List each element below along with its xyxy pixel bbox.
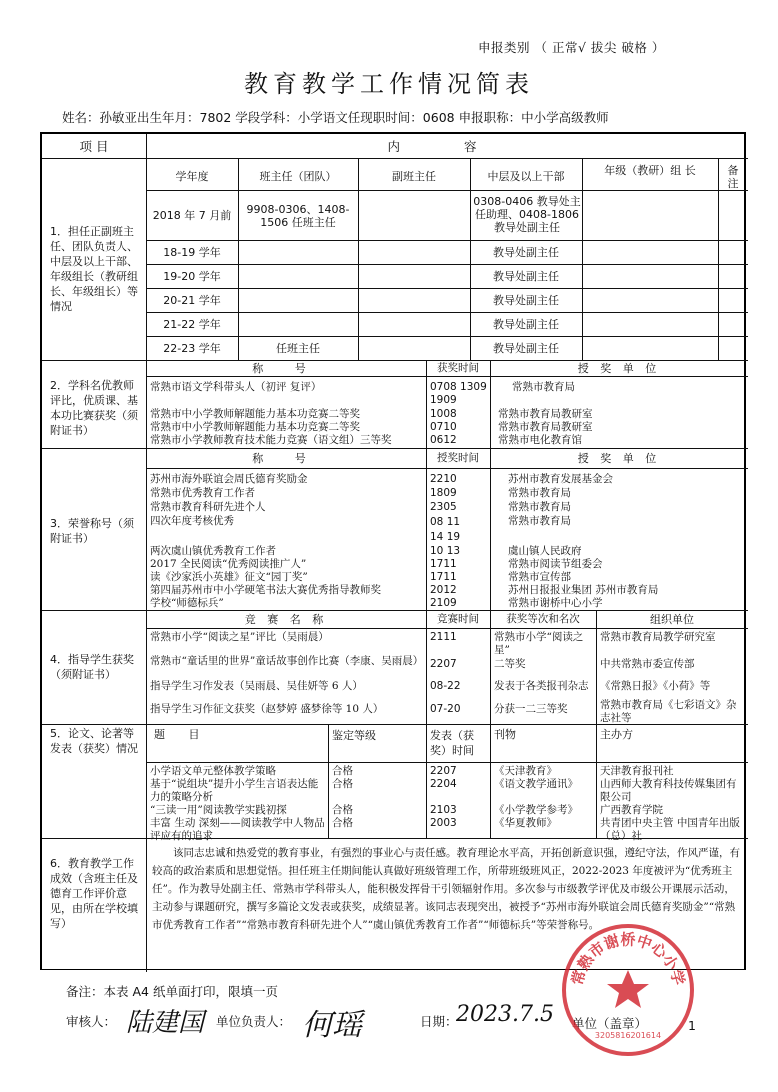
s3-name: 第四届苏州市中小学硬笔书法大赛优秀指导教师奖	[150, 584, 381, 596]
date-handwritten: 2023.7.5	[456, 1002, 554, 1027]
header-content: 内 容	[387, 139, 507, 154]
s4-time: 2207	[430, 658, 457, 670]
row-divider	[42, 158, 748, 159]
s3-name: 学校“师德标兵”	[150, 597, 224, 609]
s3-unit: 苏州日报报业集团 苏州市教育局	[508, 584, 659, 596]
s2-unit: 常熟市教育局	[512, 381, 575, 393]
s5-time: 2207	[430, 765, 457, 777]
col-divider	[490, 448, 491, 610]
s2-name: 常熟市中小学教师解题能力基本功竞赛二等奖	[150, 408, 360, 420]
s3-time: 2210	[430, 473, 457, 485]
s1-mid: 0308-0406 教导处主任助理、0408-1806 教导处副主任	[473, 195, 581, 234]
col-divider	[426, 610, 427, 724]
s1-year: 2018 年 7 月前	[152, 209, 232, 222]
s3-time: 1711	[430, 571, 457, 583]
s3-name: 读《沙家浜小英雄》征文“园丁奖”	[150, 571, 308, 583]
section-divider	[42, 448, 748, 449]
row-divider	[146, 312, 748, 313]
s1-class: 9908-0306、1408-1506 任班主任	[246, 203, 350, 229]
s3-name: 四次年度考核优秀	[150, 515, 234, 527]
row-divider	[146, 264, 748, 265]
s4-name: 指导学生习作发表（吴雨晨、吴佳妍等 6 人）	[150, 680, 363, 692]
s5-header-grade: 鉴定等级	[332, 729, 376, 742]
s6-evaluation-text: 该同志忠诚和热爱党的教育事业，有强烈的事业心与责任感。教育理论水平高，开拓创新意识强，遵纪守法，作风严谨，有较高的政治素质和思想觉悟。担任班主任期间能认真做好班级管理工作，所带班级班风正，2022-2023 年度被评为“优秀班主任”。作为教导处副主任、常熟市学科带头人，能积极发挥骨干引领辐射作用。多次参与市级教学评优及市级公开课展示活动，主动参与课题研究，撰写多篇论文发表或获奖，成绩显著。该同志表现突出，被授予“苏州市海外联谊会周氏德育奖励金”“常熟市优秀教育工作者”“常熟市教育科研先进个人”“虞山镇优秀教育工作者”“师德标兵”等荣誉称号。	[152, 847, 740, 931]
row-divider	[146, 288, 748, 289]
s1-mid: 教导处副主任	[493, 270, 559, 283]
s4-header-name: 竞 赛 名 称	[244, 613, 328, 626]
s4-header-org: 组织单位	[650, 613, 694, 626]
s1-year: 22-23 学年	[163, 342, 221, 355]
s5-title: 基于“说组块”提升小学生言语表达能力的策略分析	[150, 778, 319, 803]
s3-unit: 常熟市教育局	[508, 487, 571, 499]
applicant-info: 姓名：孙敏亚出生年月：7802 学段学科：小学语文任现职时间：0608 申报职称：中小学高级教师	[62, 110, 609, 125]
leader-signature: 何瑶	[302, 1008, 362, 1043]
date-label: 日期：	[420, 1014, 458, 1029]
s2-header-name: 称 号	[252, 362, 320, 375]
s5-host: 山西师大教育科技传媒集团有限公司	[600, 778, 737, 803]
s4-name: 指导学生习作征文获奖（赵梦婷 盛梦徐等 10 人）	[150, 703, 384, 715]
s2-time: 1008	[430, 408, 457, 420]
s1-header-note: 备注	[727, 164, 739, 190]
row-divider	[146, 762, 748, 763]
s3-time: 1809	[430, 487, 457, 499]
s4-org: 常熟市教育局《七彩语文》杂志社等	[600, 699, 737, 724]
s3-unit: 常熟市阅读节组委会	[508, 558, 603, 570]
svg-text:3205816201614: 3205816201614	[594, 1031, 662, 1040]
s4-org: 《常熟日报》《小荷》等	[600, 680, 711, 692]
s5-journal: 《华夏教师》	[494, 817, 557, 829]
s5-header-time: 发表（获奖）时间	[430, 729, 474, 757]
section2-label: 2．学科名优教师评比，优质课、基本功比赛获奖（须附证书）	[50, 379, 138, 437]
s2-header-time: 获奖时间	[437, 362, 479, 374]
leader-label: 单位负责人：	[216, 1014, 292, 1029]
s2-time: 0710	[430, 421, 457, 433]
col-divider	[596, 724, 597, 838]
s4-time: 08-22	[430, 680, 461, 692]
s4-level: 常熟市小学“阅读之星”	[494, 631, 584, 656]
s5-title: 丰富 生动 深刻——阅读教学中人物品评应有的追求	[150, 817, 325, 842]
s3-time: 2109	[430, 597, 457, 609]
s2-name: 常熟市中小学教师解题能力基本功竞赛二等奖	[150, 421, 360, 433]
s5-host: 共青团中央主管 中国青年出版（总）社	[600, 817, 740, 842]
s5-grade: 合格	[332, 817, 353, 829]
section6-label: 6．教育教学工作成效（含班主任及德育工作评价意见，由所在学校填写）	[50, 857, 138, 930]
s2-name: 常熟市语文学科带头人（初评 复评）	[150, 381, 322, 393]
reviewer-signature: 陆建国	[126, 1008, 205, 1038]
s2-unit: 常熟市教育局教研室	[498, 408, 593, 420]
s3-unit: 常熟市教育局	[508, 501, 571, 513]
s5-journal: 《语文教学通讯》	[494, 778, 578, 790]
s5-time: 2103	[430, 804, 457, 816]
s5-header-title: 题 目	[154, 728, 210, 741]
s1-header-mid: 中层及以上干部	[487, 170, 565, 183]
s5-grade: 合格	[332, 765, 353, 777]
s5-host: 广西教育学院	[600, 804, 663, 816]
s4-org: 中共常熟市委宣传部	[600, 658, 695, 670]
s5-journal: 《小学教学参考》	[494, 804, 578, 816]
s3-time: 1711	[430, 558, 457, 570]
col-divider	[238, 158, 239, 360]
row-divider	[146, 240, 748, 241]
svg-text:常熟市谢桥中心小学: 常熟市谢桥中心小学	[568, 930, 688, 988]
page-title: 教育教学工作情况简表	[244, 70, 534, 98]
s3-header-time: 授奖时间	[437, 452, 479, 464]
s1-header-class: 班主任（团队）	[259, 170, 337, 183]
s2-time: 0708 1309 1909	[430, 381, 487, 406]
s2-unit: 常熟市教育局教研室	[498, 421, 593, 433]
s3-time: 2012	[430, 584, 457, 596]
s3-unit: 常熟市教育局	[508, 515, 571, 527]
section3-label: 3．荣誉称号（须附证书）	[50, 517, 134, 545]
s3-name: 苏州市海外联谊会周氏德育奖励金	[150, 473, 308, 485]
section4-label: 4．指导学生获奖（须附证书）	[50, 653, 134, 681]
s1-year: 18-19 学年	[163, 246, 221, 259]
s4-level: 发表于各类报刊杂志	[494, 680, 589, 692]
col-divider	[426, 724, 427, 838]
row-divider	[146, 190, 748, 191]
s1-header-vice: 副班主任	[392, 170, 436, 183]
s4-name: 常熟市小学“阅读之星”评比（吴雨晨）	[150, 631, 329, 643]
s1-year: 21-22 学年	[163, 318, 221, 331]
footer-note: 备注：本表 A4 纸单面打印，限填一页	[66, 984, 278, 999]
col-divider	[146, 134, 147, 972]
col-divider	[582, 158, 583, 360]
s1-class: 任班主任	[276, 342, 320, 355]
declare-type: 申报类别 （ 正常√ 拔尖 破格 ）	[478, 40, 665, 55]
s5-title: 小学语文单元整体教学策略	[150, 765, 276, 777]
col-divider	[358, 158, 359, 360]
work-summary-table	[40, 132, 746, 970]
s4-level: 分获一二三等奖	[494, 703, 568, 715]
s1-header-year: 学年度	[175, 170, 209, 183]
s3-name: 2017 全民阅读“优秀阅读推广人”	[150, 558, 307, 570]
s2-unit: 常熟市电化教育馆	[498, 434, 582, 446]
s1-mid: 教导处副主任	[493, 294, 559, 307]
section-divider	[42, 610, 748, 611]
s3-name: 两次虞山镇优秀教育工作者	[150, 545, 276, 557]
col-divider	[596, 610, 597, 724]
s1-mid: 教导处副主任	[493, 318, 559, 331]
s1-mid: 教导处副主任	[493, 342, 559, 355]
row-divider	[146, 628, 748, 629]
row-divider	[146, 336, 748, 337]
official-seal-icon	[558, 920, 698, 1060]
s3-time: 2305	[430, 501, 457, 513]
s3-name: 常熟市优秀教育工作者	[150, 487, 255, 499]
col-divider	[328, 724, 329, 838]
s5-header-journal: 刊物	[494, 728, 516, 741]
s3-time: 10 13	[430, 545, 461, 557]
s2-name: 常熟市小学教师教育技术能力竞赛（语文组）三等奖	[150, 434, 392, 446]
section-divider	[42, 360, 748, 361]
s4-header-time: 竞赛时间	[437, 613, 479, 625]
section5-label: 5．论文、论著等发表（获奖）情况	[50, 727, 138, 755]
s1-year: 20-21 学年	[163, 294, 221, 307]
seal-label: 单位（盖章）	[572, 1016, 648, 1031]
col-divider	[490, 724, 491, 838]
s5-time: 2204	[430, 778, 457, 790]
s4-name: 常熟市“童话里的世界”童话故事创作比赛（李康、吴雨晨）	[150, 655, 424, 667]
col-divider	[426, 448, 427, 610]
s3-time: 08 11 14 19	[430, 516, 461, 543]
s5-grade: 合格	[332, 778, 353, 790]
section1-label: 1．担任正副班主任、团队负责人、中层及以上干部、年级组长（教研组长、年级组长）等情况	[50, 225, 138, 313]
s3-unit: 常熟市宣传部	[508, 571, 571, 583]
s3-unit: 虞山镇人民政府	[508, 545, 582, 557]
s2-header-unit: 授 奖 单 位	[577, 362, 661, 375]
s5-grade: 合格	[332, 804, 353, 816]
page-number: 1	[688, 1018, 696, 1033]
header-item: 项 目	[79, 139, 109, 154]
col-divider	[718, 158, 719, 360]
s4-level: 二等奖	[494, 658, 526, 670]
s5-journal: 《天津教育》	[494, 765, 557, 777]
col-divider	[490, 610, 491, 724]
s1-year: 19-20 学年	[163, 270, 221, 283]
s4-org: 常熟市教育局教学研究室	[600, 631, 716, 643]
s4-time: 07-20	[430, 703, 461, 715]
s3-header-name: 称 号	[252, 452, 320, 465]
reviewer-label: 审核人：	[66, 1014, 117, 1029]
s4-header-level: 获奖等次和名次	[506, 613, 580, 625]
s3-name: 常熟市教育科研先进个人	[150, 501, 266, 513]
s3-unit: 苏州市教育发展基金会	[508, 473, 613, 485]
s5-title: “三读一用”阅读教学实践初探	[150, 804, 287, 816]
row-divider	[146, 468, 748, 469]
s1-header-grade: 年级（教研）组 长	[604, 164, 696, 177]
s5-time: 2003	[430, 817, 457, 829]
s5-header-host: 主办方	[600, 728, 633, 741]
row-divider	[146, 376, 748, 377]
s1-mid: 教导处副主任	[493, 246, 559, 259]
s5-host: 天津教育报刊社	[600, 765, 674, 777]
s2-time: 0612	[430, 434, 457, 446]
s3-header-unit: 授 奖 单 位	[577, 452, 661, 465]
s3-unit: 常熟市谢桥中心小学	[508, 597, 603, 609]
s4-time: 2111	[430, 631, 457, 643]
